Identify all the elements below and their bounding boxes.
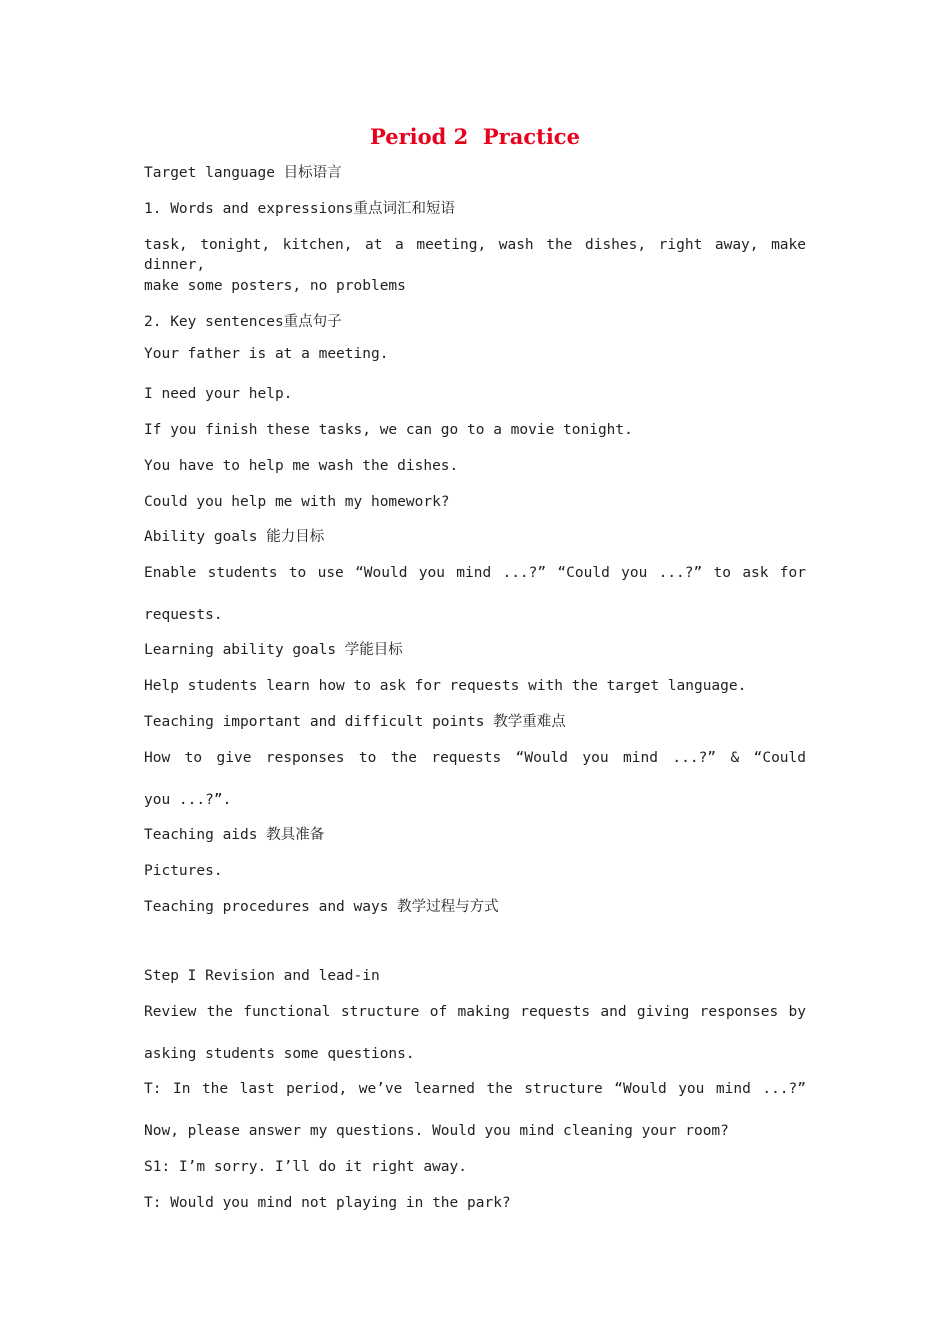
vocabulary-line-1: task, tonight, kitchen, at a meeting, wash the dishes, right away, make dinner,	[144, 237, 806, 273]
sentence-line: I need your help.	[144, 386, 293, 402]
dialogue-line: S1: I’m sorry. I’ll do it right away.	[144, 1159, 468, 1175]
section-heading-target-language: Target language 目标语言	[144, 165, 342, 181]
paragraph-line: Enable students to use “Would you mind ...?” “Could you ...?” to ask for	[144, 565, 806, 581]
section-heading-ability-goals: Ability goals 能力目标	[144, 529, 325, 545]
section-heading-learning-ability: Learning ability goals 学能目标	[144, 642, 403, 658]
section-heading-teaching-points: Teaching important and difficult points 教学重难点	[144, 714, 566, 730]
paragraph-line: requests.	[144, 607, 223, 623]
sentence-line: You have to help me wash the dishes.	[144, 458, 459, 474]
dialogue-line: T: Would you mind not playing in the park?	[144, 1195, 511, 1211]
sentence-line: Your father is at a meeting.	[144, 346, 389, 362]
subheading-words-expressions: 1. Words and expressions重点词汇和短语	[144, 201, 456, 217]
paragraph-line: Review the functional structure of making requests and giving responses by	[144, 1004, 806, 1020]
paragraph-line: Help students learn how to ask for requests with the target language.	[144, 678, 747, 694]
document-title: Period 2 Practice	[370, 124, 580, 149]
section-heading-teaching-aids: Teaching aids 教具准备	[144, 827, 325, 843]
sentence-line: If you finish these tasks, we can go to a movie tonight.	[144, 422, 633, 438]
dialogue-line: Now, please answer my questions. Would you mind cleaning your room?	[144, 1123, 729, 1139]
paragraph-line: Pictures.	[144, 863, 223, 879]
dialogue-line: T: In the last period, we’ve learned the structure “Would you mind ...?”	[144, 1081, 806, 1097]
subheading-key-sentences: 2. Key sentences重点句子	[144, 314, 342, 330]
paragraph-line: you ...?”.	[144, 792, 232, 808]
section-heading-teaching-procedures: Teaching procedures and ways 教学过程与方式	[144, 899, 499, 915]
vocabulary-line-2: make some posters, no problems	[144, 278, 406, 294]
step-heading: Step I Revision and lead-in	[144, 968, 380, 984]
sentence-line: Could you help me with my homework?	[144, 494, 450, 510]
paragraph-line: asking students some questions.	[144, 1046, 415, 1062]
paragraph-line: How to give responses to the requests “Would you mind ...?” & “Could	[144, 750, 806, 766]
